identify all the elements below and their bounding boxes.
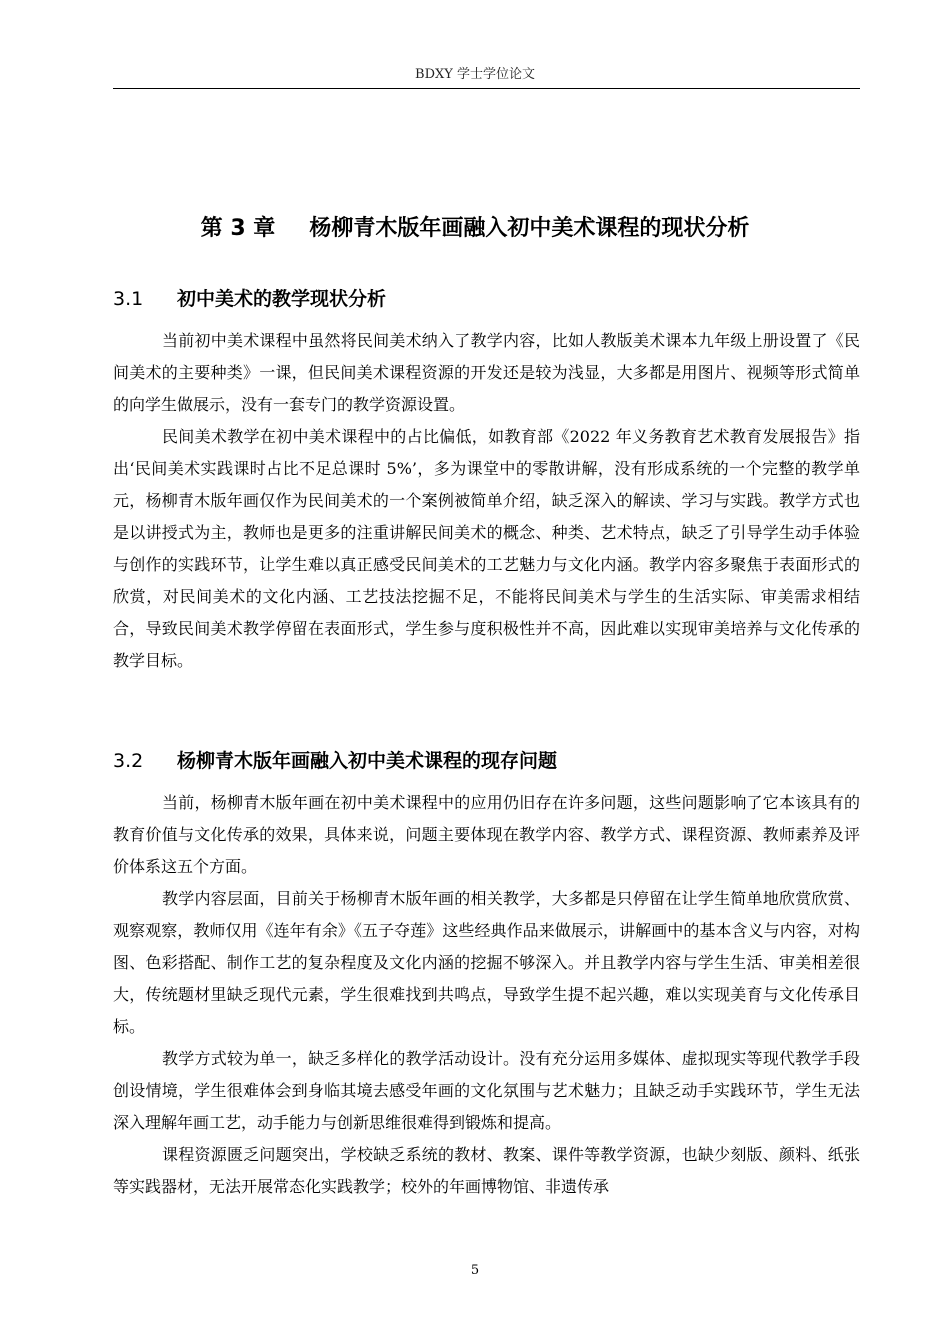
section-title: 初中美术的教学现状分析 xyxy=(177,288,387,310)
running-header: BDXY 学士学位论文 xyxy=(415,67,535,82)
header-divider xyxy=(113,88,860,89)
section-body-3-2 xyxy=(113,787,860,1203)
section-body-3-1 xyxy=(113,325,860,677)
section-number: 3.1 xyxy=(113,288,144,310)
chapter-number: 第 3 章 xyxy=(200,216,276,241)
paragraph: 教学内容层面，目前关于杨柳青木版年画的相关教学，大多都是只停留在让学生简单地欣赏欣赏、观察观察，教师仅用《连年有余》《五子夺莲》这些经典作品来做展示，讲解画中的基本含义与内容，对构图、色彩搭配、制作工艺的复杂程度及文化内涵的挖掘不够深入。并且教学内容与学生生活、审美相差很大，传统题材里缺乏现代元素，学生很难找到共鸣点，导致学生提不起兴趣，难以实现美育与文化传承目标。 xyxy=(113,889,860,1036)
section-heading-3-1 xyxy=(113,284,386,314)
paragraph: 当前，杨柳青木版年画在初中美术课程中的应用仍旧存在许多问题，这些问题影响了它本该具有的教育价值与文化传承的效果，具体来说，问题主要体现在教学内容、教学方式、课程资源、教师素养及评价体系这五个方面。 xyxy=(113,793,860,876)
chapter-title-text: 杨柳青木版年画融入初中美术课程的现状分析 xyxy=(309,216,750,241)
section-heading-3-2 xyxy=(113,746,557,776)
paragraph: 民间美术教学在初中美术课程中的占比偏低，如教育部《2022 年义务教育艺术教育发展报告》指出‘民间美术实践课时占比不足总课时 5%’，多为课堂中的零散讲解，没有形成系统的一个完整的教学单元，杨柳青木版年画仅作为民间美术的一个案例被简单介绍，缺乏深入的解读、学习与实践。教学方式也是以讲授式为主，教师也是更多的注重讲解民间美术的概念、种类、艺术特点，缺乏了引导学生动手体验与创作的实践环节，让学生难以真正感受民间美术的工艺魅力与文化内涵。教学内容多聚焦于表面形式的欣赏，对民间美术的文化内涵、工艺技法挖掘不足，不能将民间美术与学生的生活实际、审美需求相结合，导致民间美术教学停留在表面形式，学生参与度积极性并不高，因此难以实现审美培养与文化传承的教学目标。 xyxy=(113,427,860,670)
paragraph: 课程资源匮乏问题突出，学校缺乏系统的教材、教案、课件等教学资源，也缺少刻版、颜料、纸张等实践器材，无法开展常态化实践教学；校外的年画博物馆、非遗传承 xyxy=(113,1145,860,1196)
page-number: 5 xyxy=(470,1263,480,1278)
paragraph: 当前初中美术课程中虽然将民间美术纳入了教学内容，比如人教版美术课本九年级上册设置了《民间美术的主要种类》一课，但民间美术课程资源的开发还是较为浅显，大多都是用图片、视频等形式简单的向学生做展示，没有一套专门的教学资源设置。 xyxy=(113,331,860,414)
paragraph: 教学方式较为单一，缺乏多样化的教学活动设计。没有充分运用多媒体、虚拟现实等现代教学手段创设情境，学生很难体会到身临其境去感受年画的文化氛围与艺术魅力；且缺乏动手实践环节，学生无法深入理解年画工艺，动手能力与创新思维很难得到锻炼和提高。 xyxy=(113,1049,860,1132)
section-number: 3.2 xyxy=(113,750,144,772)
section-title: 杨柳青木版年画融入初中美术课程的现存问题 xyxy=(177,750,558,772)
chapter-title xyxy=(0,212,950,246)
